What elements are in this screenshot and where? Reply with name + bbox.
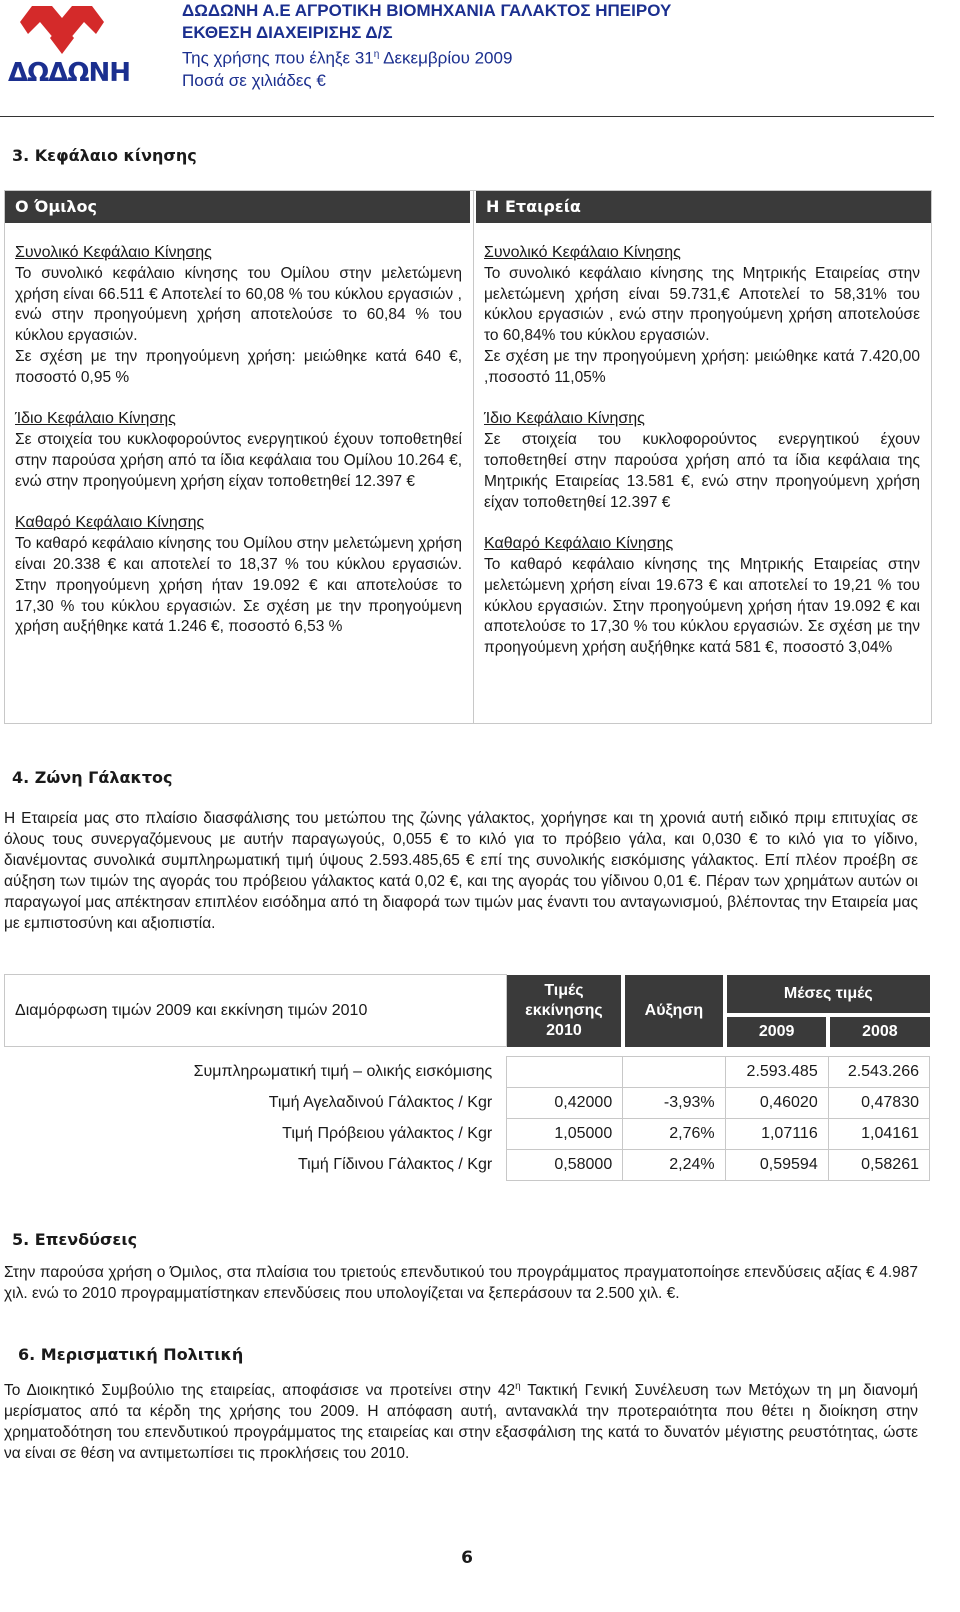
col-average-prices: Μέσες τιμές: [725, 975, 929, 1015]
col-2009: 2009: [725, 1015, 828, 1047]
group-column: [15, 243, 462, 659]
table-row: Τιμή Αγελαδινού Γάλακτος / Kgr 0,42000 -3,93% 0,46020 0,47830: [5, 1088, 930, 1119]
group-total-text: Το συνολικό κεφάλαιο κίνησης του Ομίλου στην μελετώμενη χρήση είναι 66.511 € Αποτελεί το 60,08 % του κύκλου εργασιών , ενώ στην προηγούμενη χρήση αποτελούσε το 60,84 % του κύκλου εργασιών.: [15, 264, 462, 345]
company-net-title: Καθαρό Κεφάλαιο Κίνησης: [484, 535, 674, 553]
group-net-text: Το καθαρό κεφάλαιο κίνησης του Ομίλου στην μελετώμενη χρήση είναι 20.338 € και αποτελεί το 18,37 % του κύκλου εργασιών. Στην προηγούμενη χρήση ήταν 19.092 € και αποτελούσε το 17,30 % του κύκλου εργασιών. Σε σχέση με την προηγούμενη χρήση αυξήθηκε κατά 1.246 €, ποσοστό 6,53 %: [15, 535, 462, 636]
section-6-title: 6. Μερισματική Πολιτική: [18, 1345, 244, 1364]
table-row: Τιμή Πρόβειου γάλακτος / Kgr 1,05000 2,76% 1,07116 1,04161: [5, 1119, 930, 1150]
table-row: Συμπληρωματική τιμή – ολικής εισκόμισης 2.593.485 2.543.266: [5, 1057, 930, 1088]
company-column: [484, 243, 920, 680]
report-header: [182, 0, 671, 92]
amounts-note: Ποσά σε χιλιάδες €: [182, 70, 326, 90]
prices-table-caption: Διαμόρφωση τιμών 2009 και εκκίνηση τιμών 2010: [5, 975, 507, 1047]
company-own-text: Σε στοιχεία του κυκλοφορούντος ενεργητικού έχουν τοποθετηθεί στην παρούσα χρήση από τα ίδια κεφάλαια της Μητρικής Εταιρείας 13.581 €, ενώ στην προηγούμενη χρήση είχαν τοποθετηθεί 12.397 €: [484, 431, 920, 511]
section-4-title: 4. Ζώνη Γάλακτος: [12, 768, 173, 787]
section-5-title: 5. Επενδύσεις: [12, 1230, 138, 1249]
company-total-title: Συνολικό Κεφάλαιο Κίνησης: [484, 244, 681, 261]
section-3-title: 3. Κεφάλαιο κίνησης: [12, 146, 197, 165]
working-capital-box: [4, 190, 932, 724]
col-increase: Αύξηση: [623, 975, 725, 1047]
group-total-title: Συνολικό Κεφάλαιο Κίνησης: [15, 244, 212, 261]
group-total-change: Σε σχέση με την προηγούμενη χρήση: μειώθηκε κατά 640 €, ποσοστό 0,95 %: [15, 347, 462, 386]
company-name: ΔΩΔΩΝΗ Α.Ε ΑΓΡΟΤΙΚΗ ΒΙΟΜΗΧΑΝΙΑ ΓΑΛΑΚΤΟΣ ΗΠΕΙΡΟΥ: [182, 1, 672, 20]
report-name: ΕΚΘΕΣΗ ΔΙΑΧΕΙΡΙΣΗΣ Δ/Σ: [182, 23, 393, 42]
section-6-text: Το Διοικητικό Συμβούλιο της εταιρείας, αποφάσισε να προτείνει στην $42^\eta$ Τακτική Γενική Συνέλευση των Μετόχων τη μη διανομή μερίσματος από τα κέρδη της χρήσης του 2009. Η απόφαση αυτή, αντανακλά την προτεραιότητα που θέτει η διοίκηση στην χρηματοδότηση του επενδυτικού προγράμματος της εταιρείας και στην εξασφάλιση της κατά το δυνατόν μέγιστης ρευστότητας, ώστε να είναι σε θέση να αντιμετωπίσει τις προκλήσεις του 2010.: [4, 1381, 919, 1463]
company-logo: [6, 4, 130, 88]
header-divider: [0, 116, 934, 117]
col-start-price: Τιμές εκκίνησης 2010: [507, 975, 623, 1047]
col-2008: 2008: [828, 1015, 929, 1047]
company-total-text: Το συνολικό κεφάλαιο κίνησης της Μητρικής Εταιρείας στην μελετώμενη χρήση είναι 59.731,€ Αποτελεί το 58,31% του κύκλου εργασιών , ενώ στην προηγούμενη χρήση αποτελούσε το 60,84% του κύκλου εργασιών.: [484, 264, 920, 345]
section-5-text: Στην παρούσα χρήση ο Όμιλος, στα πλαίσια του τριετούς επενδυτικού του προγράμματος πραγματοποίησε επενδύσεις αξίας € 4.987 χιλ. ενώ το 2010 προγραμματίστηκαν επενδύσεις που υπολογίζεται να ξεπεράσουν τα 2.500 χιλ. €.: [4, 1264, 918, 1302]
logo-wordmark: ΔΩΔΩΝΗ: [8, 58, 130, 88]
logo-emblem-icon: [6, 4, 124, 60]
company-own-title: Ίδιο Κεφάλαιο Κίνησης: [484, 410, 645, 428]
page-number: 6: [461, 1548, 473, 1568]
company-column-heading: Η Εταιρεία: [476, 191, 931, 223]
prices-table: [4, 974, 930, 1181]
company-total-change: Σε σχέση με την προηγούμενη χρήση: μειώθηκε κατά 7.420,00 ,ποσοστό 11,05%: [484, 347, 920, 386]
group-own-text: Σε στοιχεία του κυκλοφορούντος ενεργητικού έχουν τοποθετηθεί στην παρούσα χρήση από τα ίδια κεφάλαια του Ομίλου 10.264 €, ενώ στην προηγούμενη χρήση είχαν τοποθετηθεί 12.397 €: [15, 431, 462, 490]
report-period: Της χρήσης που έληξε $31^\eta$ Δεκεμβρίου 2009: [182, 48, 513, 68]
group-own-title: Ίδιο Κεφάλαιο Κίνησης: [15, 410, 176, 428]
group-net-title: Καθαρό Κεφάλαιο Κίνησης: [15, 514, 205, 532]
group-column-heading: Ο Όμιλος: [5, 191, 470, 223]
section-4-text: Η Εταιρεία μας στο πλαίσιο διασφάλισης του μετώπου της ζώνης γάλακτος, χορήγησε και τη χρονιά αυτή ειδικό πριμ επιτυχίας σε όλους τους συνεργαζόμενους με αυτήν παραγωγούς, 0,055 € το κιλό για το πρόβειο γάλα, και 0,030 € το κιλό για το γίδινο, διανέμοντας συνολικά συμπληρωματική τιμή ύψους 2.593.485,65 € επί της συνολικής εισκόμισης γάλακτος. Επί πλέον προέβη σε αύξηση των τιμών της αγοράς του πρόβειου γάλακτος κατά 0,02 €, και της αγοράς του γίδινου 0,01 €. Πέραν των χρημάτων αυτών οι παραγωγοί μας απέκτησαν επιπλέον εισόδημα από τη διαφορά των τιμών μας έναντι του ανταγωνισμού, βλέποντας την Εταιρεία μας με εμπιστοσύνη και αξιοπιστία.: [4, 810, 918, 932]
company-net-text: Το καθαρό κεφάλαιο κίνησης της Μητρικής Εταιρείας στην μελετώμενη χρήση είναι 19.673 € και αποτελεί το 19,21 % του κύκλου εργασιών. Στην προηγούμενη χρήση ήταν 19.092 € και αποτελούσε το 17,30 % του κύκλου εργασιών. Σε σχέση με την προηγούμενη χρήση αυξήθηκε κατά 581 €, ποσοστό 3,04%: [484, 555, 920, 657]
column-divider: [473, 191, 474, 723]
table-row: Τιμή Γίδινου Γάλακτος / Kgr 0,58000 2,24% 0,59594 0,58261: [5, 1150, 930, 1181]
